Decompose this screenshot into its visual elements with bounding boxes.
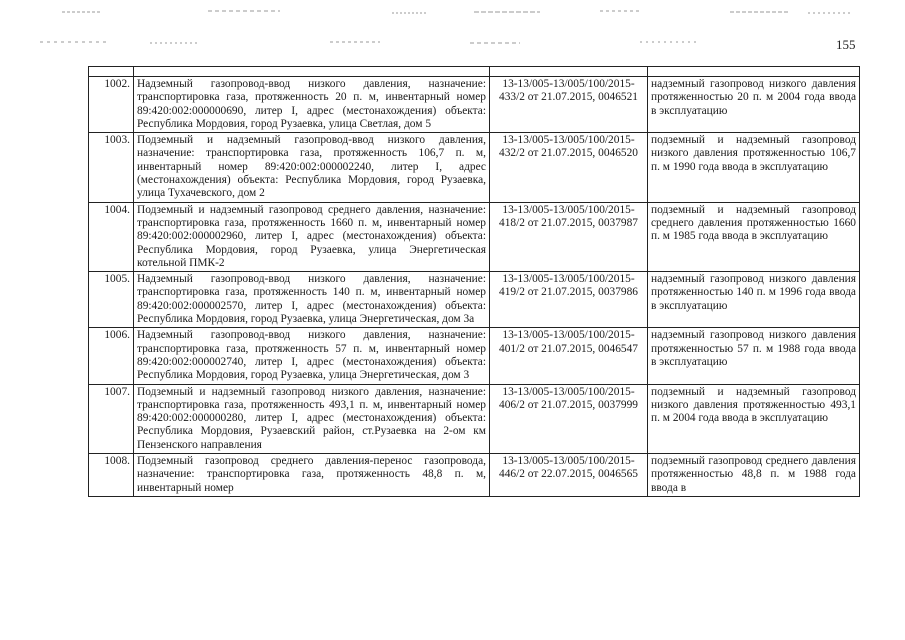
object-description-cell: Надземный газопровод-ввод низкого давления, назначение: транспортировка газа, протяженность 140 п. м, инвентарный номер 89:420:002:000002570, литер I, адрес (местонахождения) объекта: Республика Мордовия, город Рузаевка, улица Энергетическая, дом 3а	[134, 272, 490, 328]
object-characteristics-cell: надземный газопровод низкого давления протяженностью 57 п. м 1988 года ввода в эксплуатацию	[648, 328, 860, 384]
object-description-cell: Подземный и надземный газопровод среднего давления, назначение: транспортировка газа, протяженность 1660 п. м, инвентарный номер 89:420:002:000002960, литер I, адрес (местонахождения) объекта: Республика Мордовия, город Рузаевка, улица Энергетическая котельной ПМК-2	[134, 202, 490, 271]
object-description-cell: Подземный и надземный газопровод низкого давления, назначение: транспортировка газа, протяженность 493,1 п. м, инвентарный номер 89:420:002:000000280, литер I, адрес (местонахождения) объекта: Республика Мордовия, Рузаевский район, ст.Рузаевка на 2-ом км Пензенского направления	[134, 384, 490, 453]
registration-record-cell: 13-13/005-13/005/100/2015-419/2 от 21.07.2015, 0037986	[490, 272, 648, 328]
object-characteristics-cell: подземный и надземный газопровод низкого давления протяженностью 493,1 п. м 2004 года ввода в эксплуатацию	[648, 384, 860, 453]
table-row	[89, 328, 860, 384]
object-description-cell: Подземный и надземный газопровод-ввод низкого давления, назначение: транспортировка газа, протяженность 106,7 п. м, инвентарный номер 89:420:002:000002240, литер I, адрес (местонахождения) объекта: Республика Мордовия, город Рузаевка, улица Тухачевского, дом 2	[134, 133, 490, 202]
object-characteristics-cell: надземный газопровод низкого давления протяженностью 20 п. м 2004 года ввода в эксплуатацию	[648, 77, 860, 133]
table-row	[89, 77, 860, 133]
row-number-cell: 1004.	[89, 202, 134, 271]
table-row	[89, 133, 860, 202]
object-characteristics-cell: подземный газопровод среднего давления протяженностью 48,8 п. м 1988 года ввода в	[648, 454, 860, 497]
row-number-cell: 1002.	[89, 77, 134, 133]
property-registry-table	[88, 66, 860, 497]
object-description-cell: Надземный газопровод-ввод низкого давления, назначение: транспортировка газа, протяженность 57 п. м, инвентарный номер 89:420:002:000002740, литер I, адрес (местонахождения) объекта: Республика Мордовия, город Рузаевка, улица Энергетическая, дом 3	[134, 328, 490, 384]
row-number-cell: 1007.	[89, 384, 134, 453]
table-row	[89, 454, 860, 497]
registration-record-cell: 13-13/005-13/005/100/2015-433/2 от 21.07.2015, 0046521	[490, 77, 648, 133]
registration-record-cell: 13-13/005-13/005/100/2015-432/2 от 21.07.2015, 0046520	[490, 133, 648, 202]
registration-record-cell: 13-13/005-13/005/100/2015-406/2 от 21.07.2015, 0037999	[490, 384, 648, 453]
table-header-fragment	[89, 67, 860, 77]
object-characteristics-cell: подземный и надземный газопровод среднего давления протяженностью 1660 п. м 1985 года ввода в эксплуатацию	[648, 202, 860, 271]
object-characteristics-cell: подземный и надземный газопровод низкого давления протяженностью 106,7 п. м 1990 года ввода в эксплуатацию	[648, 133, 860, 202]
registration-record-cell: 13-13/005-13/005/100/2015-401/2 от 21.07.2015, 0046547	[490, 328, 648, 384]
table-row	[89, 384, 860, 453]
object-description-cell: Надземный газопровод-ввод низкого давления, назначение: транспортировка газа, протяженность 20 п. м, инвентарный номер 89:420:002:000000690, литер I, адрес (местонахождения) объекта: Республика Мордовия, город Рузаевка, улица Светлая, дом 5	[134, 77, 490, 133]
scan-noise	[0, 0, 905, 60]
row-number-cell: 1003.	[89, 133, 134, 202]
page-number: 155	[836, 37, 856, 52]
table-row	[89, 272, 860, 328]
registration-record-cell: 13-13/005-13/005/100/2015-446/2 от 22.07.2015, 0046565	[490, 454, 648, 497]
table-row	[89, 202, 860, 271]
object-description-cell: Подземный газопровод среднего давления-перенос газопровода, назначение: транспортировка газа, протяженность 48,8 п. м, инвентарный номер	[134, 454, 490, 497]
row-number-cell: 1005.	[89, 272, 134, 328]
row-number-cell: 1008.	[89, 454, 134, 497]
registration-record-cell: 13-13/005-13/005/100/2015-418/2 от 21.07.2015, 0037987	[490, 202, 648, 271]
row-number-cell: 1006.	[89, 328, 134, 384]
object-characteristics-cell: надземный газопровод низкого давления протяженностью 140 п. м 1996 года ввода в эксплуатацию	[648, 272, 860, 328]
